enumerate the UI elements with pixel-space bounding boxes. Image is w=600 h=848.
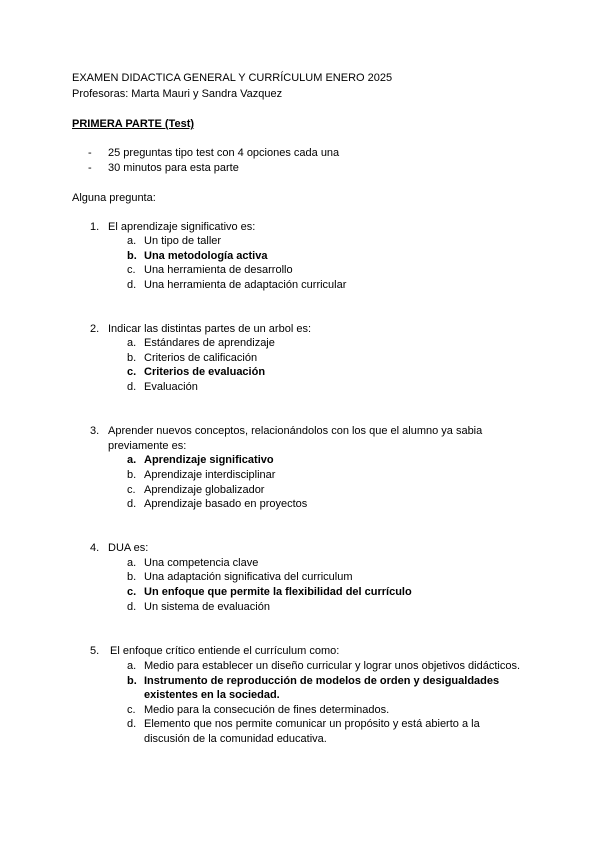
option-text: Un sistema de evaluación <box>144 601 270 613</box>
question-text: DUA es: <box>108 542 149 554</box>
question-number: 4. <box>90 542 100 554</box>
question-number: 5. <box>90 645 100 657</box>
option-letter: a. <box>127 235 137 247</box>
option-text: Una herramienta de adaptación curricular <box>144 279 347 291</box>
option-text-correct: Un enfoque que permite la flexibilidad del currículo <box>144 586 412 598</box>
option-text: Una competencia clave <box>144 557 259 569</box>
option-text: Criterios de calificación <box>144 352 258 364</box>
option-letter-correct: a. <box>127 454 137 466</box>
option-text: Evaluación <box>144 381 198 393</box>
option-letter: a. <box>127 660 137 672</box>
question-text: El aprendizaje significativo es: <box>108 221 256 233</box>
question-number: 2. <box>90 323 100 335</box>
option-letter: d. <box>127 601 137 613</box>
question-number: 1. <box>90 221 100 233</box>
bullet-text: 25 preguntas tipo test con 4 opciones cada una <box>108 147 340 159</box>
question-text: Indicar las distintas partes de un arbol es: <box>108 323 312 335</box>
option-letter: c. <box>127 704 136 716</box>
bullet-marker: - <box>88 147 92 159</box>
option-text-line2: discusión de la comunidad educativa. <box>144 733 327 745</box>
option-text: Aprendizaje globalizador <box>144 484 265 496</box>
option-text-correct: Criterios de evaluación <box>144 366 266 378</box>
bullet-text: 30 minutos para esta parte <box>108 162 239 174</box>
option-text: Un tipo de taller <box>144 235 222 247</box>
option-text: Medio para establecer un diseño curricular y lograr unos objetivos didácticos. <box>144 660 521 672</box>
option-letter: a. <box>127 337 137 349</box>
option-letter-correct: b. <box>127 675 137 687</box>
option-letter: a. <box>127 557 137 569</box>
section-heading: PRIMERA PARTE (Test) <box>72 118 195 130</box>
bullet-marker: - <box>88 162 92 174</box>
exam-title: EXAMEN DIDACTICA GENERAL Y CURRÍCULUM ENERO 2025 <box>72 72 393 84</box>
option-letter: b. <box>127 571 137 583</box>
option-letter: d. <box>127 279 137 291</box>
option-letter-correct: c. <box>127 586 137 598</box>
option-text-correct: Aprendizaje significativo <box>144 454 274 466</box>
question-number: 3. <box>90 425 100 437</box>
option-letter: b. <box>127 469 137 481</box>
option-letter-correct: b. <box>127 250 137 262</box>
question-text: El enfoque crítico entiende el currículum como: <box>110 645 340 657</box>
option-text: Aprendizaje interdisciplinar <box>144 469 276 481</box>
option-letter: d. <box>127 718 137 730</box>
option-text-line1: Elemento que nos permite comunicar un propósito y está abierto a la <box>144 718 480 730</box>
option-text: Una adaptación significativa del curriculum <box>144 571 353 583</box>
question-text-line2: previamente es: <box>108 440 187 452</box>
teachers-line: Profesoras: Marta Mauri y Sandra Vazquez <box>72 88 283 100</box>
option-letter: d. <box>127 381 137 393</box>
option-text: Una herramienta de desarrollo <box>144 264 293 276</box>
option-text: Medio para la consecución de fines determinados. <box>144 704 390 716</box>
option-letter: c. <box>127 484 136 496</box>
option-letter: d. <box>127 498 137 510</box>
option-letter-correct: c. <box>127 366 137 378</box>
option-text: Aprendizaje basado en proyectos <box>144 498 308 510</box>
option-text-correct-line2: existentes en la sociedad. <box>144 689 280 701</box>
option-letter: c. <box>127 264 136 276</box>
question-text-line1: Aprender nuevos conceptos, relacionándolos con los que el alumno ya sabia <box>108 425 483 437</box>
option-letter: b. <box>127 352 137 364</box>
intro-text: Alguna pregunta: <box>72 192 156 204</box>
option-text-correct-line1: Instrumento de reproducción de modelos de orden y desigualdades <box>144 675 500 687</box>
option-text-correct: Una metodología activa <box>144 250 268 262</box>
option-text: Estándares de aprendizaje <box>144 337 275 349</box>
